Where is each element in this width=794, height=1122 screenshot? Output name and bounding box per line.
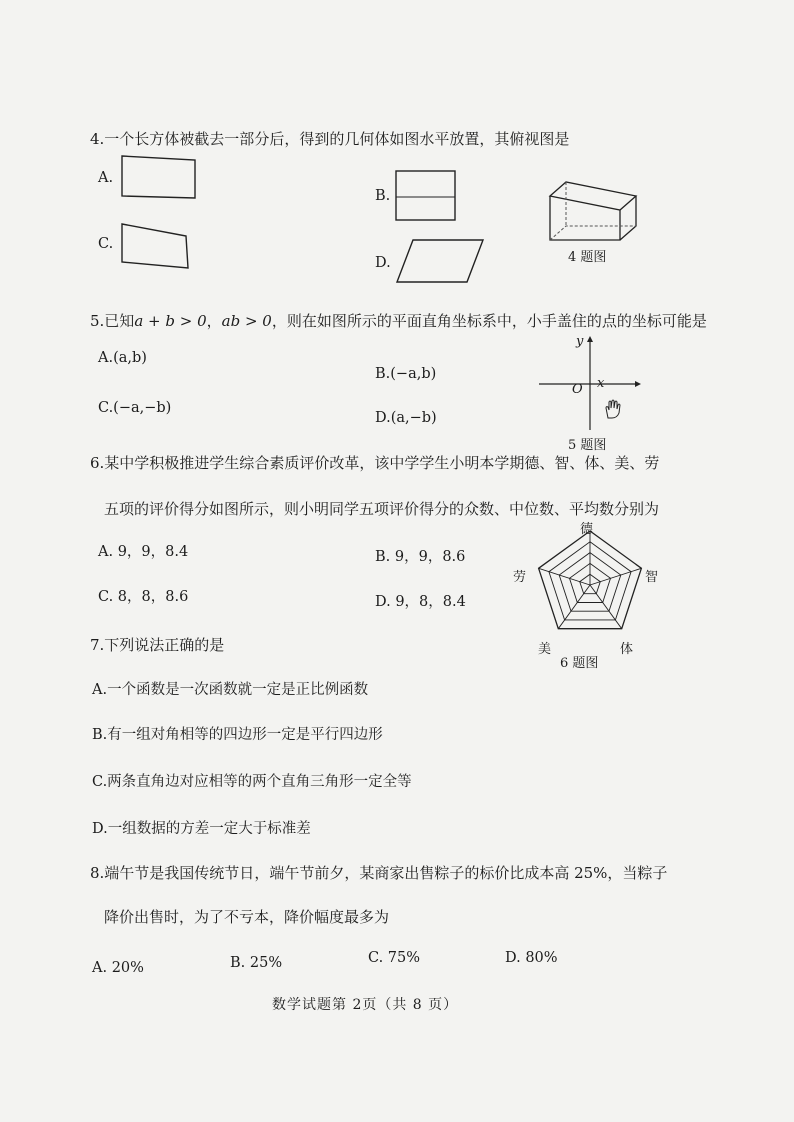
q4-option-b-figure [395, 170, 457, 222]
q8-option-d: D. 80% [505, 950, 558, 966]
q6-stem-line-1: 6.某中学积极推进学生综合素质评价改革，该中学学生小明本学期德、智、体、美、劳 [90, 454, 660, 472]
q7-option-d: D.一组数据的方差一定大于标准差 [92, 821, 311, 837]
q4-option-b-label: B. [375, 188, 391, 204]
q4-figure-caption: 4 题图 [568, 250, 607, 265]
q5-y-axis-label: y [576, 334, 584, 349]
q6-option-d: D. 9，8，8.4 [375, 594, 466, 610]
q4-figure-solid [548, 180, 638, 244]
radar-label-zhi: 智 [645, 570, 659, 585]
q7-stem: 7.下列说法正确的是 [90, 636, 225, 654]
q5-figure-caption: 5 题图 [568, 438, 607, 453]
q8-option-c: C. 75% [368, 950, 421, 966]
q5-option-c: C.(−a,−b) [98, 400, 172, 416]
q5-option-d: D.(a,−b) [375, 410, 437, 426]
q4-option-a-figure [120, 154, 200, 200]
q6-option-a: A. 9，9，8.4 [98, 544, 189, 560]
q4-option-c-figure [120, 222, 192, 270]
q6-option-b: B. 9，9，8.6 [375, 549, 466, 565]
q5-stem-prefix: 5.已知 [90, 312, 135, 330]
q8-stem-line-1: 8.端午节是我国传统节日，端午节前夕，某商家出售粽子的标价比成本高 25%，当粽子 [90, 864, 668, 882]
q7-option-b: B.有一组对角相等的四边形一定是平行四边形 [92, 727, 383, 743]
q5-stem-suffix: ，则在如图所示的平面直角坐标系中，小手盖住的点的坐标可能是 [271, 312, 707, 330]
q4-option-a-label: A. [98, 170, 114, 186]
q5-x-axis-label: x [597, 376, 605, 391]
q5-option-b: B.(−a,b) [375, 366, 437, 382]
q5-condition-2: ab > 0 [221, 312, 272, 330]
q4-option-d-figure [395, 238, 487, 284]
q8-stem-line-2: 降价出售时，为了不亏本，降价幅度最多为 [104, 908, 390, 926]
q5-option-a: A.(a,b) [98, 350, 147, 366]
q7-option-c: C.两条直角边对应相等的两个直角三角形一定全等 [92, 774, 412, 790]
q5-coordinate-axes [535, 334, 645, 434]
q8-option-b: B. 25% [230, 955, 283, 971]
page-footer: 数学试题第 2页（共 8 页） [272, 997, 459, 1013]
radar-label-mei: 美 [538, 642, 552, 657]
q6-radar-chart [530, 525, 650, 645]
q5-origin-label: O [572, 382, 583, 397]
q4-option-c-label: C. [98, 236, 114, 252]
hand-icon [602, 398, 624, 420]
q7-option-a: A.一个函数是一次函数就一定是正比例函数 [92, 682, 369, 698]
radar-label-ti: 体 [620, 642, 634, 657]
q6-option-c: C. 8，8，8.6 [98, 589, 189, 605]
q4-stem: 4.一个长方体被截去一部分后，得到的几何体如图水平放置，其俯视图是 [90, 130, 570, 148]
q6-stem-line-2: 五项的评价得分如图所示，则小明同学五项评价得分的众数、中位数、平均数分别为 [104, 500, 660, 518]
q6-figure-caption: 6 题图 [560, 656, 599, 671]
q5-separator: ， [206, 312, 222, 330]
radar-label-lao: 劳 [513, 570, 527, 585]
radar-label-de: 德 [580, 522, 594, 537]
q4-option-d-label: D. [375, 255, 391, 271]
q8-option-a: A. 20% [92, 960, 144, 976]
q5-condition-1: a + b > 0 [134, 312, 207, 330]
q5-stem [90, 310, 707, 331]
